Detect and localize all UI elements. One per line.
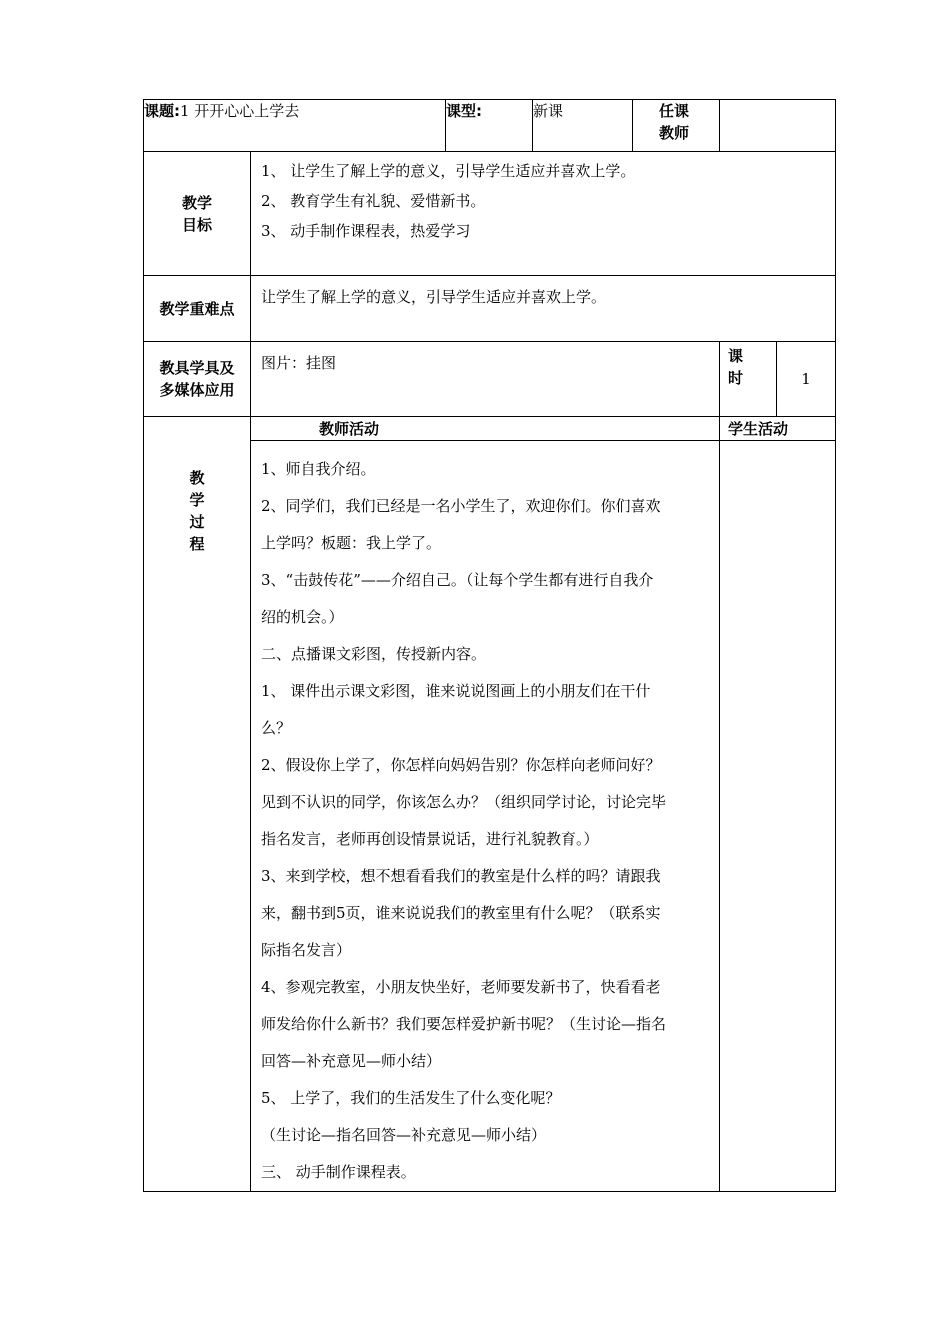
teacher-value-cell (720, 100, 836, 152)
topic-value: 1 开开心心上学去 (180, 102, 300, 120)
process-line: 3、“击鼓传花”——介绍自己。（让每个学生都有进行自我介 (261, 571, 654, 589)
lesson-plan-table (143, 99, 836, 1192)
type-value-cell (533, 100, 633, 152)
teacher-label-cell (633, 100, 720, 152)
goals-row (144, 152, 836, 276)
teacher-label: 任课 教师 (659, 102, 690, 142)
process-line: 见到不认识的同学，你该怎么办？（组织同学讨论，讨论完毕 (261, 793, 667, 811)
process-line: 指名发言，老师再创设情景说话，进行礼貌教育。） (261, 830, 599, 848)
goal-item: 2、 教育学生有礼貌、爱惜新书。 (261, 192, 486, 210)
process-line: 1、师自我介绍。 (261, 460, 376, 478)
process-line: 绍的机会。） (261, 608, 344, 626)
process-line: 3、来到学校，想不想看看我们的教室是什么样的吗？请跟我 (261, 867, 661, 885)
process-header-row (144, 417, 836, 441)
type-value: 新课 (533, 102, 564, 120)
process-line: 1、 课件出示课文彩图，谁来说说图画上的小朋友们在干什 (261, 682, 651, 700)
process-line: 回答—补充意见—师小结） (261, 1052, 442, 1070)
media-text: 图片：挂图 (251, 342, 720, 417)
process-line: 2、同学们，我们已经是一名小学生了，欢迎你们。你们喜欢 (261, 497, 661, 515)
process-line: 来，翻书到5页，谁来说说我们的教室里有什么呢？（联系实 (261, 904, 661, 922)
process-line: 5、 上学了，我们的生活发生了什么变化呢？ (261, 1089, 561, 1107)
process-line: 2、假设你上学了，你怎样向妈妈告别？你怎样向老师问好？ (261, 756, 661, 774)
process-line: 际指名发言） (261, 941, 352, 959)
header-row (144, 100, 836, 152)
process-line: 么？ (261, 719, 292, 737)
student-activity-header: 学生活动 (720, 417, 836, 441)
process-line: 三、 动手制作课程表。 (261, 1163, 416, 1181)
process-line: 二、点播课文彩图，传授新内容。 (261, 645, 487, 663)
hours-value: 1 (777, 342, 836, 417)
goal-item: 1、 让学生了解上学的意义，引导学生适应并喜欢上学。 (261, 162, 636, 180)
key-points-text: 让学生了解上学的意义，引导学生适应并喜欢上学。 (251, 276, 836, 342)
type-label-cell (446, 100, 533, 152)
type-label: 课型: (446, 102, 482, 120)
key-points-label: 教学重难点 (144, 276, 251, 342)
teacher-activity-content (251, 441, 720, 1192)
key-points-row (144, 276, 836, 342)
media-row (144, 342, 836, 417)
process-line: 师发给你什么新书？我们要怎样爱护新书呢？（生讨论—指名 (261, 1015, 667, 1033)
goals-list (251, 152, 836, 276)
student-activity-content (720, 441, 836, 1192)
process-line: 上学吗？板题：我上学了。 (261, 534, 442, 552)
media-label: 教具学具及 多媒体应用 (144, 342, 251, 417)
topic-cell (144, 100, 446, 152)
teacher-activity-header: 教师活动 (251, 417, 720, 441)
process-line: （生讨论—指名回答—补充意见—师小结） (261, 1126, 547, 1144)
topic-label: 课题: (144, 102, 180, 120)
hours-label: 课 时 (720, 342, 777, 417)
process-label: 教 学 过 程 (144, 417, 251, 1192)
goals-label: 教学 目标 (144, 152, 251, 276)
goal-item: 3、 动手制作课程表，热爱学习 (261, 222, 471, 240)
process-line: 4、参观完教室，小朋友快坐好，老师要发新书了，快看看老 (261, 978, 661, 996)
